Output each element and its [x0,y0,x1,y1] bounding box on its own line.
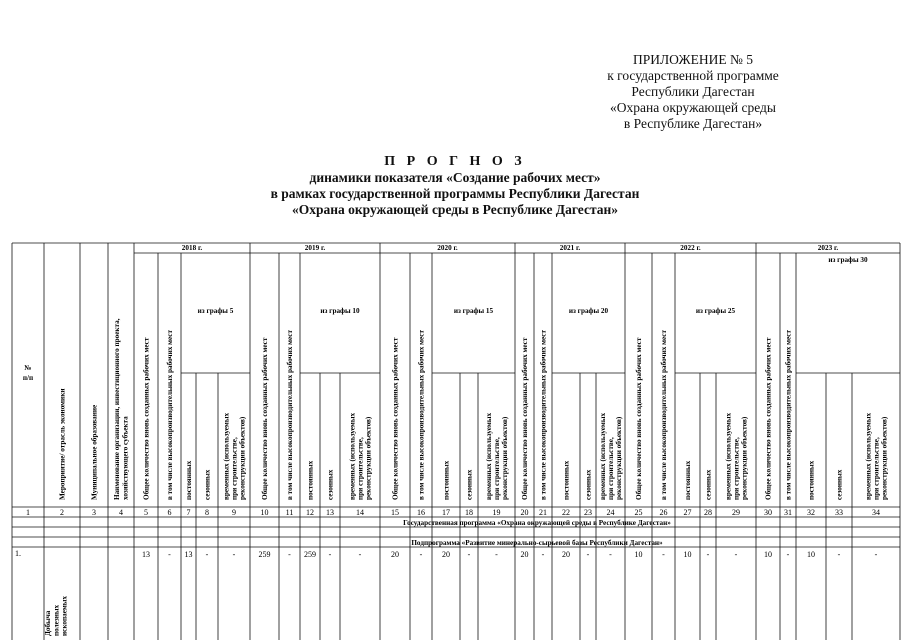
data-cell: 20 [391,550,399,559]
appendix-line: Республики Дагестан [631,84,755,99]
title-line: динамики показателя «Создание рабочих мест» [309,170,601,185]
col-header-total: Общее количество вновь созданных рабочих мест [520,337,529,500]
column-number: 31 [784,508,792,517]
data-cell: - [328,550,332,559]
col-header-temporary: реконструкции объектов) [740,416,749,500]
col-header-seasonal: сезонных [326,469,335,500]
column-number: 27 [683,508,692,517]
column-number: 15 [391,508,399,517]
column-number: 5 [144,508,148,517]
col-header-temporary: при строительстве, [492,437,501,500]
title-line: П Р О Г Н О З [384,154,526,169]
year-header: 2019 г. [304,244,326,252]
col-header-total: Общее количество вновь созданных рабочих мест [142,337,151,500]
data-cell: 20 [520,550,529,559]
data-cell: - [232,550,236,559]
subgroup-header: из графы 5 [197,307,234,315]
col-header-seasonal: сезонных [584,469,593,500]
column-number: 9 [232,508,236,517]
col-header-temporary: реконструкции объектов) [500,416,509,500]
data-cell: 259 [304,550,316,559]
data-cell: - [586,550,590,559]
col-header-total: Общее количество вновь созданных рабочих мест [764,337,773,500]
year-header: 2021 г. [559,244,581,252]
subgroup-header: из графы 30 [828,256,868,264]
col-header-temporary: временных (используемых [222,412,231,500]
year-header: 2018 г. [181,244,203,252]
col-header-permanent: постоянных [807,460,816,500]
column-number: 23 [584,508,592,517]
column-number: 14 [356,508,364,517]
col-header-total: Общее количество вновь созданных рабочих мест [260,337,269,500]
data-cell: - [495,550,498,559]
col-header-temporary: при строительстве, [606,437,615,500]
column-number: 22 [562,508,570,517]
col-header-seasonal: сезонных [704,469,713,500]
subprogram-row: Подпрограмма «Развитие минерально-сырьевой базы Республики Дагестан» [411,539,663,547]
col-header-permanent: постоянных [184,460,193,500]
data-cell: 10 [764,550,772,559]
col-header-temporary: реконструкции объектов) [614,416,623,500]
row-number: 1. [15,549,21,558]
col-header-num: № [24,364,32,372]
col-header-activity: Мероприятие/ отрасль экономики [58,388,67,500]
year-header: 2020 г. [437,244,458,252]
col-header-permanent: постоянных [562,460,571,500]
col-header-temporary: реконструкции объектов) [364,416,373,500]
column-number: 6 [167,508,172,517]
data-cell: - [874,550,878,559]
column-number: 12 [306,508,314,517]
data-cell: 13 [142,550,150,559]
row-activity: Добыча [44,610,53,636]
data-cell: - [734,550,738,559]
column-number: 1 [26,508,30,517]
col-header-high-productivity: в том числе высокопроизводительных рабочих мест [165,329,174,500]
column-number: 7 [186,508,191,517]
appendix-line: к государственной программе [607,68,779,83]
year-header: 2023 г. [817,244,839,252]
column-number: 17 [442,508,450,517]
column-number: 33 [835,508,843,517]
data-cell: - [541,550,545,559]
subgroup-header: из графы 20 [568,307,609,315]
data-cell: - [168,550,171,559]
column-number: 28 [704,508,712,517]
data-cell: 20 [442,550,450,559]
column-number: 18 [465,508,473,517]
col-header-permanent: постоянных [442,460,451,500]
data-cell: 10 [683,550,692,559]
data-cell: 10 [807,550,815,559]
col-header-num: п/п [22,374,34,382]
col-header-temporary: временных (используемых [598,412,607,500]
column-number: 10 [260,508,269,517]
data-cell: - [358,550,362,559]
data-cell: 20 [562,550,570,559]
col-header-total: Общее количество вновь созданных рабочих мест [391,337,400,500]
col-header-temporary: при строительстве, [230,437,239,500]
row-activity: ископаемых [60,596,69,636]
column-number: 32 [807,508,815,517]
col-header-seasonal: сезонных [203,469,212,500]
col-header-temporary: при строительстве, [732,437,741,500]
column-number: 25 [634,508,643,517]
col-header-seasonal: сезонных [835,469,844,500]
column-number: 8 [205,508,209,517]
subgroup-header: из графы 25 [695,307,736,315]
col-header-temporary: временных (используемых [484,412,493,500]
column-number: 3 [92,508,96,517]
data-cell: - [662,550,665,559]
col-header-temporary: реконструкции объектов) [880,416,889,500]
column-number: 30 [764,508,772,517]
data-cell: - [205,550,209,559]
col-header-temporary: реконструкции объектов) [238,416,247,500]
col-header-high-productivity: в том числе высокопроизводительных рабочих мест [539,329,548,500]
title-line: в рамках государственной программы Республики Дагестан [270,186,640,201]
column-number: 20 [520,508,529,517]
col-header-permanent: постоянных [683,460,692,500]
program-row: Государственная программа «Охрана окружающей среды в Республике Дагестан» [403,519,671,527]
col-header-high-productivity: в том числе высокопроизводительных рабочих мест [417,329,426,500]
column-number: 19 [492,508,501,517]
data-cell: 13 [184,550,193,559]
col-header-organization: хозяйствующего субъекта [121,416,130,500]
col-header-municipality: Муниципальное образование [90,404,99,500]
column-number: 13 [326,508,334,517]
row-activity: полезных [52,604,61,636]
col-header-high-productivity: в том числе высокопроизводительных рабочих мест [784,329,793,500]
column-number: 34 [872,508,880,517]
column-number: 2 [60,508,64,517]
appendix-line: «Охрана окружающей среды [610,100,776,115]
data-cell: - [467,550,471,559]
data-cell: - [419,550,423,559]
col-header-total: Общее количество вновь созданных рабочих мест [634,337,643,500]
data-cell: - [609,550,612,559]
col-header-temporary: временных (используемых [864,412,873,500]
subgroup-header: из графы 15 [453,307,494,315]
data-cell: 259 [258,550,271,559]
column-number: 11 [285,508,294,517]
subgroup-header: из графы 10 [320,307,360,315]
appendix-line: ПРИЛОЖЕНИЕ № 5 [632,52,754,67]
col-header-temporary: при строительстве, [872,437,881,500]
col-header-temporary: временных (используемых [348,412,357,500]
data-cell: - [706,550,710,559]
year-header: 2022 г. [680,244,701,252]
data-cell: - [786,550,790,559]
data-cell: - [837,550,841,559]
col-header-seasonal: сезонных [465,469,474,500]
column-number: 29 [732,508,740,517]
column-number: 21 [539,508,547,517]
col-header-high-productivity: в том числе высокопроизводительных рабочих мест [659,329,668,500]
column-number: 4 [119,508,123,517]
col-header-organization: Наименование организации, инвестиционного проекта, [113,318,122,500]
col-header-temporary: временных (используемых [724,412,733,500]
column-number: 26 [659,508,668,517]
col-header-temporary: при строительстве, [356,437,365,500]
col-header-high-productivity: в том числе высокопроизводительных рабочих мест [285,329,294,500]
data-cell: - [288,550,291,559]
column-number: 16 [417,508,425,517]
data-cell: 10 [634,550,643,559]
col-header-permanent: постоянных [306,460,315,500]
appendix-line: в Республике Дагестан» [623,116,763,131]
title-line: «Охрана окружающей среды в Республике Дагестан» [291,202,619,217]
column-number: 24 [606,508,615,517]
